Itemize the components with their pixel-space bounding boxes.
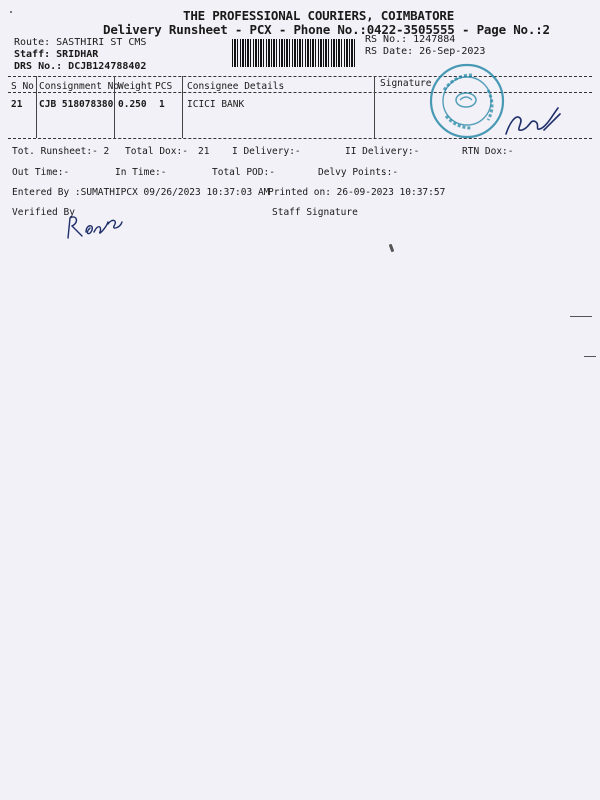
header-s-no: S No bbox=[11, 81, 34, 92]
header-consignee-details: Consignee Details bbox=[187, 81, 285, 92]
signature-scribble bbox=[500, 100, 570, 142]
rs-number: RS No.: 1247884 bbox=[365, 34, 456, 45]
col-divider-1 bbox=[36, 76, 37, 138]
stray-mark bbox=[389, 244, 395, 253]
in-time: In Time:- bbox=[115, 167, 167, 178]
delvy-points: Delvy Points:- bbox=[318, 167, 399, 178]
ii-delivery: II Delivery:- bbox=[345, 146, 420, 157]
tot-runsheet: Tot. Runsheet:- 2 bbox=[12, 146, 110, 157]
barcode bbox=[232, 39, 356, 67]
total-dox-value: 21 bbox=[198, 146, 210, 157]
total-dox-label: Total Dox:- bbox=[125, 146, 188, 157]
header-pcs: PCS bbox=[155, 81, 173, 92]
row-pcs: 1 bbox=[159, 99, 165, 110]
staff-label: Staff: SRIDHAR bbox=[14, 49, 99, 60]
rs-date: RS Date: 26-Sep-2023 bbox=[365, 46, 486, 57]
verifier-initials bbox=[60, 208, 130, 244]
row-consignee: ICICI BANK bbox=[187, 99, 245, 110]
rtn-dox: RTN Dox:- bbox=[462, 146, 514, 157]
out-time: Out Time:- bbox=[12, 167, 70, 178]
col-divider-4 bbox=[374, 76, 375, 138]
header-consignment-no: Consignment No bbox=[39, 81, 120, 92]
company-title: THE PROFESSIONAL COURIERS, COIMBATORE bbox=[183, 8, 455, 23]
header-weight: Weight bbox=[118, 81, 153, 92]
stray-mark bbox=[10, 11, 12, 13]
header-signature: Signature bbox=[380, 78, 432, 89]
drs-number: DRS No.: DCJB124788402 bbox=[14, 61, 147, 72]
runsheet-title: Delivery Runsheet - PCX - Phone No.:0422-3505555 - Page No.:2 bbox=[103, 22, 550, 37]
stray-mark bbox=[570, 316, 592, 317]
row-consignment-no: CJB 518078380 bbox=[39, 99, 114, 110]
staff-signature: Staff Signature bbox=[272, 207, 358, 218]
route-label: Route: SASTHIRI ST CMS bbox=[14, 37, 147, 48]
row-weight: 0.250 bbox=[118, 99, 147, 110]
stray-mark bbox=[584, 356, 596, 357]
company-stamp bbox=[426, 60, 508, 142]
printed-on: Printed on: 26-09-2023 10:37:57 bbox=[268, 187, 446, 198]
col-divider-3 bbox=[182, 76, 183, 138]
entered-by: Entered By :SUMATHIPCX 09/26/2023 10:37:03 AM bbox=[12, 187, 270, 198]
i-delivery: I Delivery:- bbox=[232, 146, 301, 157]
total-pod: Total POD:- bbox=[212, 167, 275, 178]
verified-by: Verified By bbox=[12, 207, 75, 218]
row-s-no: 21 bbox=[11, 99, 23, 110]
